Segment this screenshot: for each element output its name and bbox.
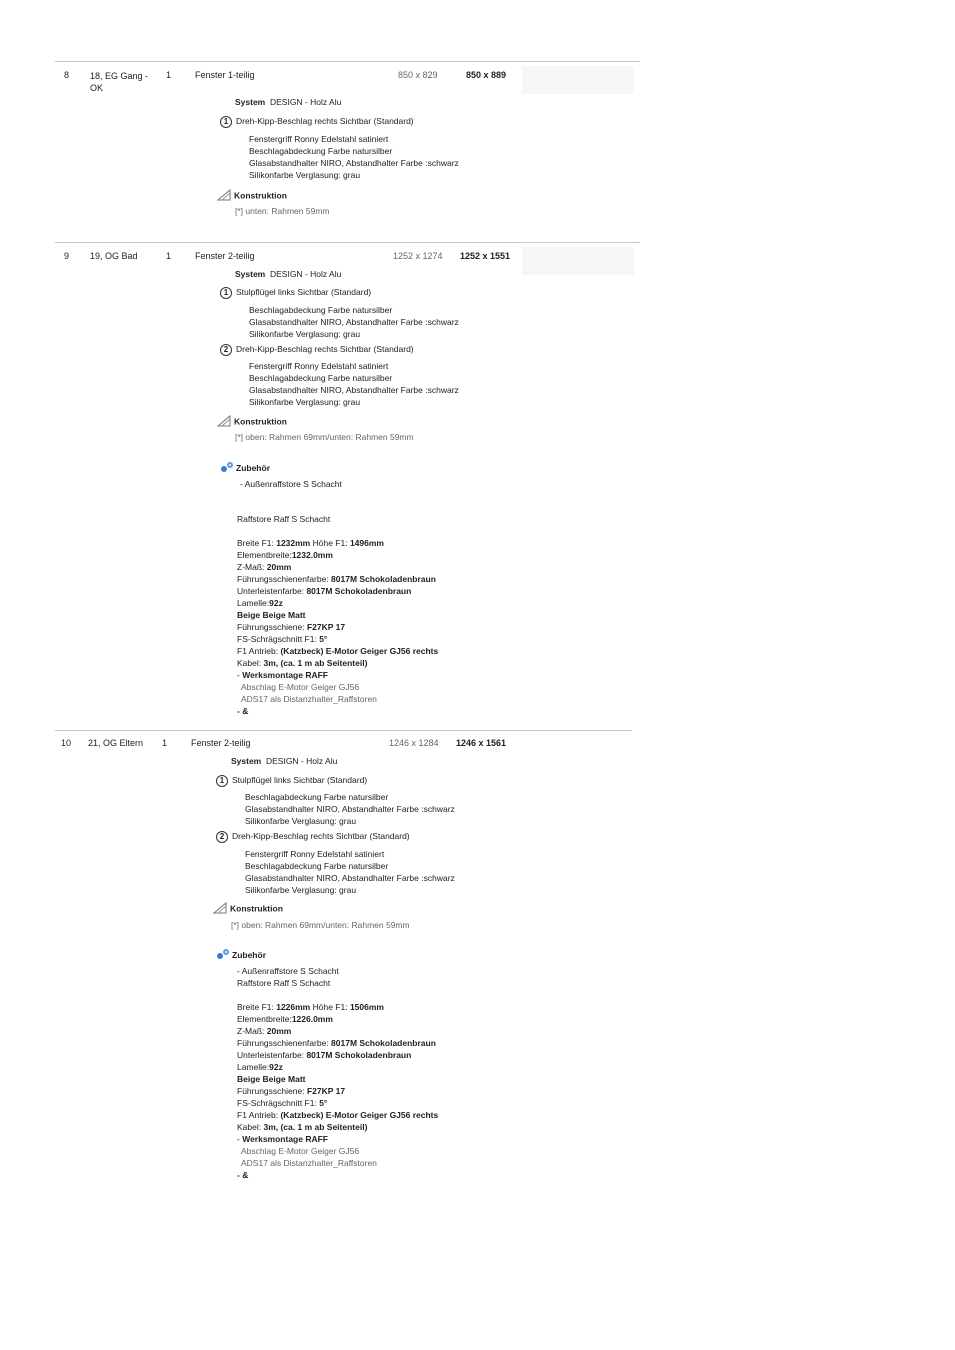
- field-line: Silikonfarbe Verglasung: grau: [249, 329, 361, 339]
- raffstore-details: [237, 1001, 438, 1181]
- zubehoer-item: - Außenraffstore S Schacht: [240, 479, 342, 489]
- system-row: [235, 268, 341, 280]
- field-head: [216, 774, 367, 787]
- field-line: Silikonfarbe Verglasung: grau: [245, 816, 357, 826]
- field-line: Beschlagabdeckung Farbe natursilber: [245, 792, 389, 802]
- item-quantity: 1: [166, 70, 172, 80]
- detail-line: Breite F1: 1226mm Höhe F1: 1506mm: [237, 1002, 384, 1012]
- detail-line: Elementbreite:1226.0mm: [237, 1014, 333, 1024]
- detail-line: Kabel: 3m, (ca. 1 m ab Seitenteil): [237, 658, 368, 668]
- raffstore-details: [237, 537, 438, 717]
- extra-line: ADS17 als Distanzhalter_Raffstoren: [241, 694, 377, 704]
- field-head: [220, 343, 414, 356]
- field-head: [220, 286, 371, 299]
- detail-line: Z-Maß: 20mm: [237, 1026, 292, 1036]
- detail-line: F1 Antrieb: (Katzbeck) E-Motor Geiger GJ56 rechts: [237, 646, 439, 656]
- field-line: Glasabstandhalter NIRO, Abstandhalter Farbe :schwarz: [249, 385, 459, 395]
- item-number: 9: [64, 251, 70, 261]
- item-divider: [55, 242, 640, 243]
- field-line: Silikonfarbe Verglasung: grau: [249, 170, 361, 180]
- price-cell: [522, 66, 634, 94]
- amp-line: - &: [237, 1170, 249, 1180]
- konstruktion-row: [213, 901, 283, 917]
- item-size-2: 1246 x 1561: [456, 738, 507, 748]
- item-size-1: 1246 x 1284: [389, 738, 439, 748]
- field-line: Silikonfarbe Verglasung: grau: [245, 885, 357, 895]
- detail-line: Lamelle:92z: [237, 598, 283, 608]
- item-location: 21, OG Eltern: [88, 738, 144, 748]
- field-line: Fenstergriff Ronny Edelstahl satiniert: [245, 849, 385, 859]
- extra-line: Abschlag E-Motor Geiger GJ56: [241, 1146, 360, 1156]
- item-location: 19, OG Bad: [90, 251, 138, 261]
- system-row: [235, 96, 341, 108]
- item-number: 8: [64, 70, 70, 80]
- field-head-text: Stulpflügel links Sichtbar (Standard): [232, 775, 368, 785]
- detail-line: Beige Beige Matt: [237, 1074, 306, 1084]
- system-label: System: [235, 97, 266, 107]
- zubehoer-row: [220, 461, 270, 476]
- amp-line: - &: [237, 706, 249, 716]
- system-row: [231, 755, 337, 767]
- construction-icon: [217, 188, 232, 204]
- konstruktion-text: [*] oben: Rahmen 69mm/unten: Rahmen 59mm: [231, 920, 410, 930]
- item-number: 10: [61, 738, 72, 748]
- item-size-2: 850 x 889: [466, 70, 507, 80]
- item-divider: [55, 730, 632, 731]
- system-label: System: [235, 269, 266, 279]
- construction-icon: [213, 901, 228, 917]
- price-cell: [522, 247, 634, 275]
- item-quantity: 1: [162, 738, 168, 748]
- field-head-text: Dreh-Kipp-Beschlag rechts Sichtbar (Standard): [232, 831, 410, 841]
- field-head-text: Dreh-Kipp-Beschlag rechts Sichtbar (Standard): [236, 116, 414, 126]
- detail-line: Unterleistenfarbe: 8017M Schokoladenbraun: [237, 586, 412, 596]
- field-head: [220, 115, 414, 128]
- detail-line: Führungsschienenfarbe: 8017M Schokoladenbraun: [237, 574, 436, 584]
- detail-line: - Werksmontage RAFF: [237, 670, 329, 680]
- field-line: Beschlagabdeckung Farbe natursilber: [249, 373, 393, 383]
- item-size-2: 1252 x 1551: [460, 251, 511, 261]
- detail-line: Z-Maß: 20mm: [237, 562, 292, 572]
- detail-line: - Werksmontage RAFF: [237, 1134, 329, 1144]
- accessory-icon: [216, 948, 230, 963]
- field-line: Fenstergriff Ronny Edelstahl satiniert: [249, 134, 389, 144]
- detail-line: F1 Antrieb: (Katzbeck) E-Motor Geiger GJ56 rechts: [237, 1110, 439, 1120]
- detail-line: Führungsschiene: F27KP 17: [237, 622, 346, 632]
- accessory-icon: [220, 461, 234, 476]
- item-quantity: 1: [166, 251, 172, 261]
- system-value: DESIGN - Holz Alu: [269, 97, 342, 107]
- zubehoer-label: Zubehör: [232, 949, 266, 960]
- konstruktion-label: Konstruktion: [234, 416, 287, 427]
- system-value: DESIGN - Holz Alu: [269, 269, 342, 279]
- detail-line: Führungsschiene: F27KP 17: [237, 1086, 346, 1096]
- konstruktion-row: [217, 188, 287, 204]
- field-line: Silikonfarbe Verglasung: grau: [249, 397, 361, 407]
- construction-icon: [217, 414, 232, 430]
- zubehoer-label: Zubehör: [236, 462, 270, 473]
- detail-line: Beige Beige Matt: [237, 610, 306, 620]
- item-title: Fenster 2-teilig: [195, 251, 255, 261]
- field-line: Beschlagabdeckung Farbe natursilber: [249, 305, 393, 315]
- field-line: Glasabstandhalter NIRO, Abstandhalter Farbe :schwarz: [249, 158, 459, 168]
- konstruktion-text: [*] oben: Rahmen 69mm/unten: Rahmen 59mm: [235, 432, 414, 442]
- field-lines: [249, 360, 459, 408]
- konstruktion-text: [*] unten: Rahmen 59mm: [235, 206, 330, 216]
- extra-line: Abschlag E-Motor Geiger GJ56: [241, 682, 360, 692]
- system-label: System: [231, 756, 262, 766]
- field-head: [216, 830, 410, 843]
- item-title: Fenster 2-teilig: [191, 738, 251, 748]
- field-line: Fenstergriff Ronny Edelstahl satiniert: [249, 361, 389, 371]
- item-size-1: 850 x 829: [398, 70, 438, 80]
- field-lines: [245, 791, 455, 827]
- system-value: DESIGN - Holz Alu: [265, 756, 338, 766]
- raffstore-title: Raffstore Raff S Schacht: [237, 514, 331, 524]
- konstruktion-label: Konstruktion: [230, 903, 283, 914]
- field-lines: [249, 133, 459, 181]
- detail-line: Führungsschienenfarbe: 8017M Schokoladenbraun: [237, 1038, 436, 1048]
- item-title: Fenster 1-teilig: [195, 70, 255, 80]
- item-size-1: 1252 x 1274: [393, 251, 443, 261]
- extra-line: ADS17 als Distanzhalter_Raffstoren: [241, 1158, 377, 1168]
- field-line: Beschlagabdeckung Farbe natursilber: [249, 146, 393, 156]
- field-number-badge: 1: [216, 775, 228, 787]
- field-head-text: Stulpflügel links Sichtbar (Standard): [236, 287, 372, 297]
- field-number-badge: 2: [216, 831, 228, 843]
- item-location: 18, EG Gang - OK: [90, 71, 149, 93]
- field-lines: [249, 304, 459, 340]
- detail-line: Breite F1: 1232mm Höhe F1: 1496mm: [237, 538, 384, 548]
- field-number-badge: 2: [220, 344, 232, 356]
- field-line: Glasabstandhalter NIRO, Abstandhalter Farbe :schwarz: [245, 873, 455, 883]
- field-line: Beschlagabdeckung Farbe natursilber: [245, 861, 389, 871]
- konstruktion-row: [217, 414, 287, 430]
- konstruktion-label: Konstruktion: [234, 190, 287, 201]
- raffstore-title: Raffstore Raff S Schacht: [237, 978, 331, 988]
- field-number-badge: 1: [220, 287, 232, 299]
- field-line: Glasabstandhalter NIRO, Abstandhalter Farbe :schwarz: [245, 804, 455, 814]
- detail-line: FS-Schrägschnitt F1: 5°: [237, 1098, 328, 1108]
- field-number-badge: 1: [220, 116, 232, 128]
- zubehoer-row: [216, 948, 266, 963]
- field-line: Glasabstandhalter NIRO, Abstandhalter Farbe :schwarz: [249, 317, 459, 327]
- detail-line: Kabel: 3m, (ca. 1 m ab Seitenteil): [237, 1122, 368, 1132]
- field-head-text: Dreh-Kipp-Beschlag rechts Sichtbar (Standard): [236, 344, 414, 354]
- detail-line: Unterleistenfarbe: 8017M Schokoladenbraun: [237, 1050, 412, 1060]
- zubehoer-item: - Außenraffstore S Schacht: [237, 966, 339, 976]
- detail-line: FS-Schrägschnitt F1: 5°: [237, 634, 328, 644]
- detail-line: Elementbreite:1232.0mm: [237, 550, 333, 560]
- item-divider: [55, 61, 640, 62]
- detail-line: Lamelle:92z: [237, 1062, 283, 1072]
- field-lines: [245, 848, 455, 896]
